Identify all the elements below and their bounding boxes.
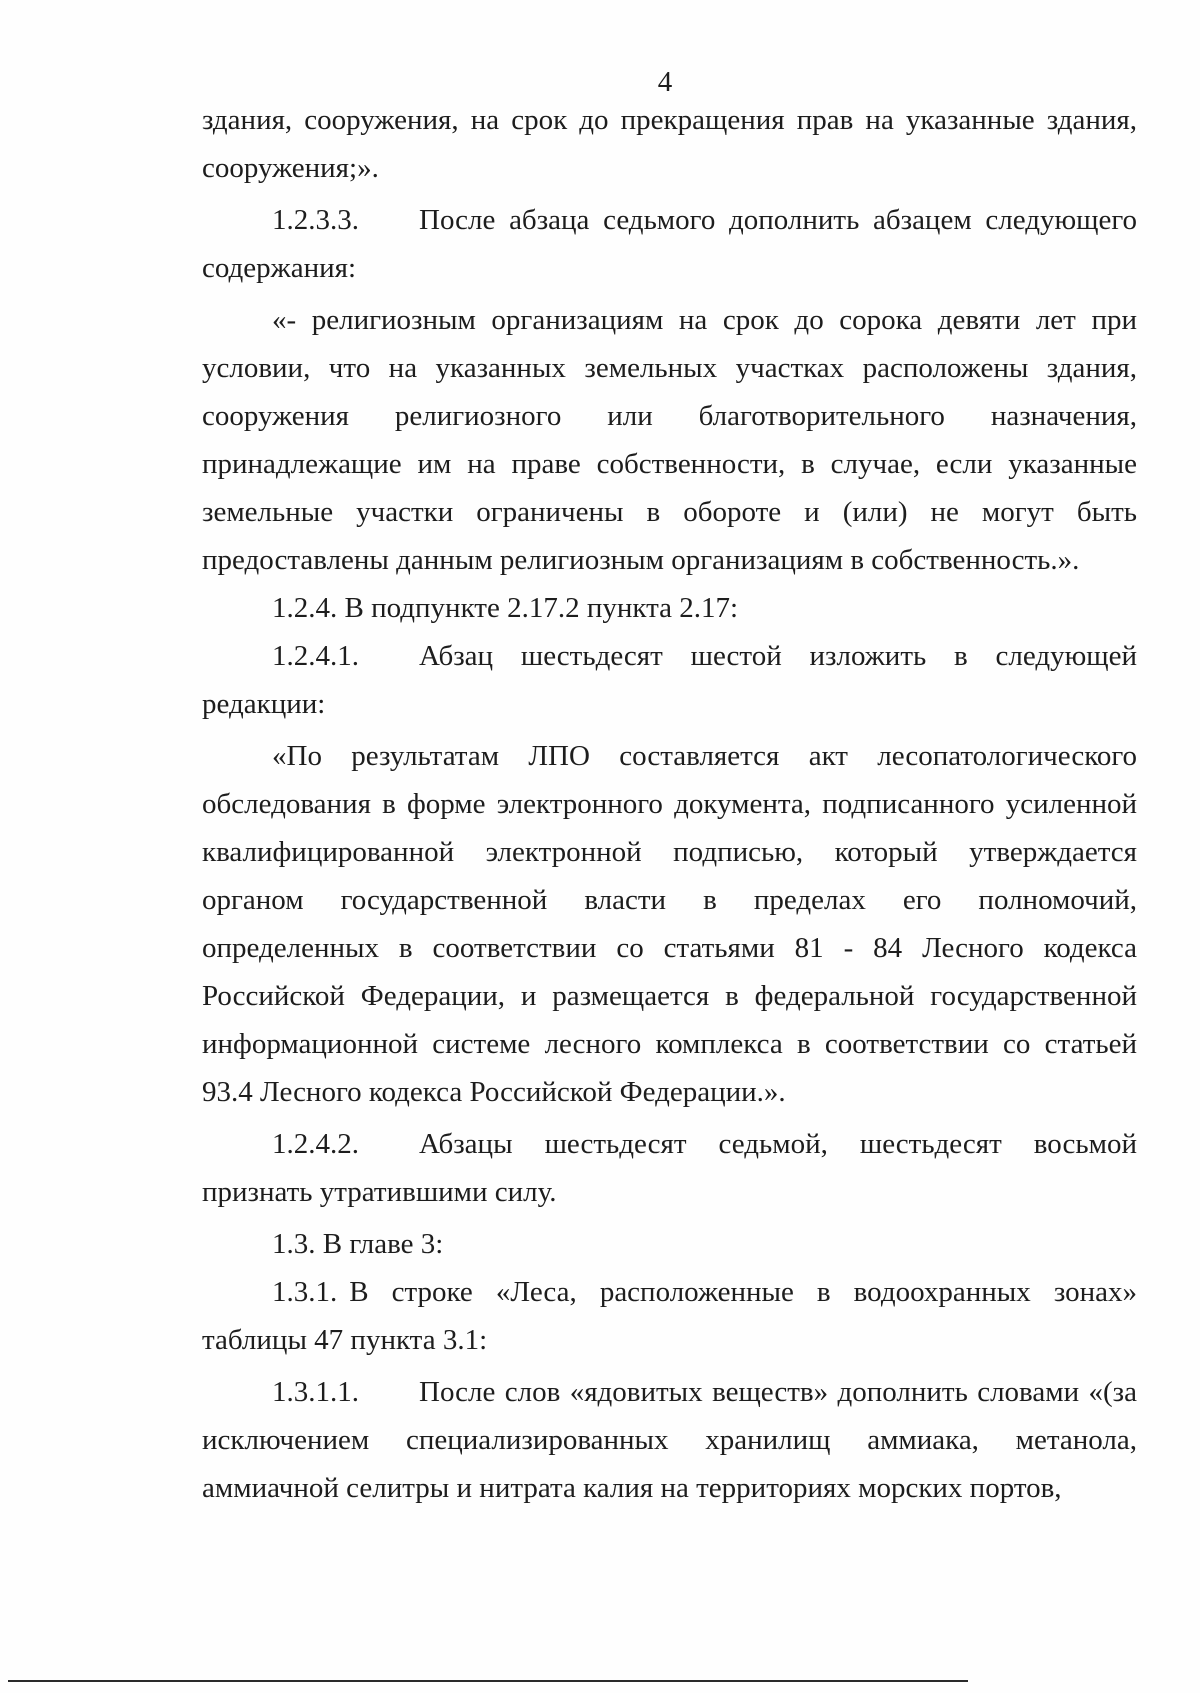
item-number: 1.2.3.3. [272, 204, 359, 236]
numbered-item-1-2-4-2 [202, 1120, 1137, 1168]
numbered-item-1-3-1 [202, 1268, 1137, 1316]
page-number: 4 [657, 66, 673, 98]
document-body [202, 96, 1137, 1512]
item-first-line: Абзацы шестьдесят седьмой, шестьдесят восьмой [419, 1128, 1137, 1160]
numbered-item-1-3-1-1 [202, 1368, 1137, 1416]
item-first-line: После абзаца седьмого дополнить абзацем следующего [419, 204, 1137, 236]
paragraph-continuation: здания, сооружения, на срок до прекращения прав на указанные здания, сооружения;». [202, 104, 1137, 184]
paragraph-1-2-4: 1.2.4. В подпункте 2.17.2 пункта 2.17: [272, 592, 739, 624]
item-continuation: признать утратившими силу. [202, 1176, 557, 1208]
item-number: 1.2.4.2. [272, 1128, 359, 1160]
paragraph-1-3: 1.3. В главе 3: [272, 1228, 444, 1260]
quoted-paragraph-religious: «- религиозным организациям на срок до сорока девяти лет при условии, что на указанных земельных участках расположены здания, сооружения религиозного или благотворительного назначения, принадлежащие им на праве собственности, в случае, если указанные земельные участки ограничены в обороте и (или) не могут быть предоставлены данным религиозным организациям в собственность.». [202, 304, 1137, 576]
item-first-line: В строке «Леса, расположенные в водоохранных зонах» [349, 1276, 1137, 1308]
numbered-item-1-2-4-1 [202, 632, 1137, 680]
item-continuation: таблицы 47 пункта 3.1: [202, 1324, 488, 1356]
numbered-item-1-2-3-3 [202, 196, 1137, 244]
item-continuation: редакции: [202, 688, 326, 720]
item-continuation: исключением специализированных хранилищ аммиака, метанола, аммиачной селитры и нитрата калия на территориях морских портов, [202, 1424, 1137, 1504]
item-continuation: содержания: [202, 252, 357, 284]
item-number: 1.3.1. [272, 1276, 338, 1308]
item-number: 1.2.4.1. [272, 640, 359, 672]
item-first-line: После слов «ядовитых веществ» дополнить словами «(за [419, 1376, 1137, 1408]
bottom-scan-edge-line [8, 1680, 968, 1682]
quoted-paragraph-lpo: «По результатам ЛПО составляется акт лесопатологического обследования в форме электронного документа, подписанного усиленной квалифицированной электронной подписью, который утверждается органом государственной власти в пределах его полномочий, определенных в соответствии со статьями 81 - 84 Лесного кодекса Российской Федерации, и размещается в федеральной государственной информационной системе лесного комплекса в соответствии со статьей 93.4 Лесного кодекса Российской Федерации.». [202, 740, 1137, 1108]
item-number: 1.3.1.1. [272, 1376, 359, 1408]
item-first-line: Абзац шестьдесят шестой изложить в следующей [419, 640, 1137, 672]
